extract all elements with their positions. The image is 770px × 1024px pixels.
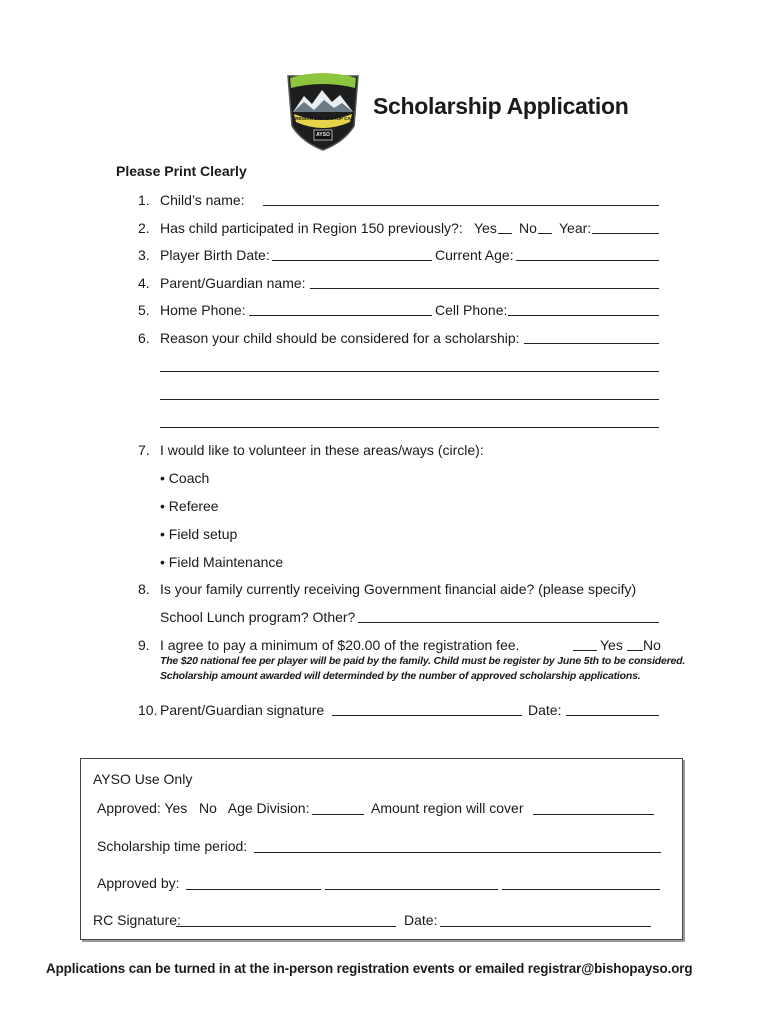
scholarship-period-field[interactable] (254, 852, 661, 853)
q5-number: 5. (138, 302, 150, 318)
q2-year-label: Year: (559, 220, 592, 236)
signature-date-field[interactable] (566, 715, 659, 716)
amount-region-label: Amount region will cover (371, 800, 524, 816)
rc-signature-label: RC Signature: (93, 912, 181, 928)
birth-date-field[interactable] (272, 260, 432, 261)
print-clearly-note: Please Print Clearly (116, 163, 247, 179)
cell-phone-label: Cell Phone: (435, 302, 508, 318)
q3-label: Player Birth Date: (160, 247, 270, 263)
q5-label: Home Phone: (160, 302, 246, 318)
volunteer-option-coach[interactable]: • Coach (160, 470, 210, 486)
signature-field[interactable] (332, 715, 522, 716)
q2-yes-label: Yes (474, 220, 497, 236)
amount-region-field[interactable] (533, 814, 654, 815)
q4-label: Parent/Guardian name: (160, 275, 306, 291)
q8-sub-label: School Lunch program? Other? (160, 609, 356, 625)
page-title: Scholarship Application (373, 93, 629, 119)
volunteer-option-field-maintenance[interactable]: • Field Maintenance (160, 554, 284, 570)
q6-number: 6. (138, 330, 150, 346)
ayso-use-only-heading: AYSO Use Only (93, 771, 193, 787)
rc-signature-field[interactable] (176, 926, 396, 927)
ayso-region-logo (284, 68, 362, 152)
q10-number: 10. (138, 702, 158, 718)
approved-by-field-3[interactable] (502, 889, 660, 890)
q4-number: 4. (138, 275, 150, 291)
reason-field-line-2[interactable] (160, 371, 659, 372)
age-division-field[interactable] (312, 814, 364, 815)
fee-note-line-1: The $20 national fee per player will be paid by the family. Child must be register by June 5th to be considered. (160, 655, 686, 667)
approved-by-label: Approved by: (97, 875, 180, 891)
q1-label: Child’s name: (160, 192, 245, 208)
q2-label: Has child participated in Region 150 previously?: (160, 220, 463, 236)
q2-no-field[interactable] (538, 233, 552, 234)
q1-number: 1. (138, 192, 150, 208)
cell-phone-field[interactable] (508, 315, 659, 316)
q7-number: 7. (138, 442, 150, 458)
reason-field-line-4[interactable] (160, 427, 659, 428)
q10-date-label: Date: (528, 702, 562, 718)
rc-date-field[interactable] (440, 926, 651, 927)
q9-no-field[interactable] (627, 650, 643, 651)
scholarship-period-label: Scholarship time period: (97, 838, 248, 854)
q10-label: Parent/Guardian signature (160, 702, 325, 718)
q9-yes-label: Yes (600, 637, 623, 653)
fee-note-line-2: Scholarship amount awarded will determinded by the number of approved scholarship applications. (160, 670, 641, 682)
approved-age-division-label: Approved: Yes No Age Division: (97, 800, 310, 816)
q2-year-field[interactable] (592, 233, 659, 234)
approved-by-field-2[interactable] (325, 889, 498, 890)
reason-field-line-1[interactable] (524, 343, 659, 344)
current-age-label: Current Age: (435, 247, 514, 263)
q2-yes-field[interactable] (498, 233, 512, 234)
reason-field-line-3[interactable] (160, 399, 659, 400)
current-age-field[interactable] (516, 260, 659, 261)
q9-no-label: No (643, 637, 661, 653)
q3-number: 3. (138, 247, 150, 263)
q9-label: I agree to pay a minimum of $20.00 of the registration fee. (160, 637, 520, 653)
logo-badge-text: AYSO (316, 132, 330, 138)
q9-number: 9. (138, 637, 150, 653)
q9-yes-field[interactable] (573, 650, 597, 651)
q7-label: I would like to volunteer in these areas/ways (circle): (160, 442, 484, 458)
q6-label: Reason your child should be considered for a scholarship: (160, 330, 520, 346)
q2-number: 2. (138, 220, 150, 236)
financial-aide-field[interactable] (358, 622, 659, 623)
parent-name-field[interactable] (310, 288, 659, 289)
logo-ring-text: REGION 150 · BISHOP CA (295, 116, 351, 121)
q2-no-label: No (519, 220, 537, 236)
rc-date-label: Date: (404, 912, 438, 928)
approved-by-field-1[interactable] (186, 889, 321, 890)
volunteer-option-referee[interactable]: • Referee (160, 498, 219, 514)
child-name-field[interactable] (263, 205, 659, 206)
submission-instructions: Applications can be turned in at the in-person registration events or emailed registrar@bishopayso.org (46, 961, 693, 976)
q8-label: Is your family currently receiving Government financial aide? (please specify) (160, 581, 637, 597)
q8-number: 8. (138, 581, 150, 597)
volunteer-option-field-setup[interactable]: • Field setup (160, 526, 238, 542)
home-phone-field[interactable] (249, 315, 432, 316)
